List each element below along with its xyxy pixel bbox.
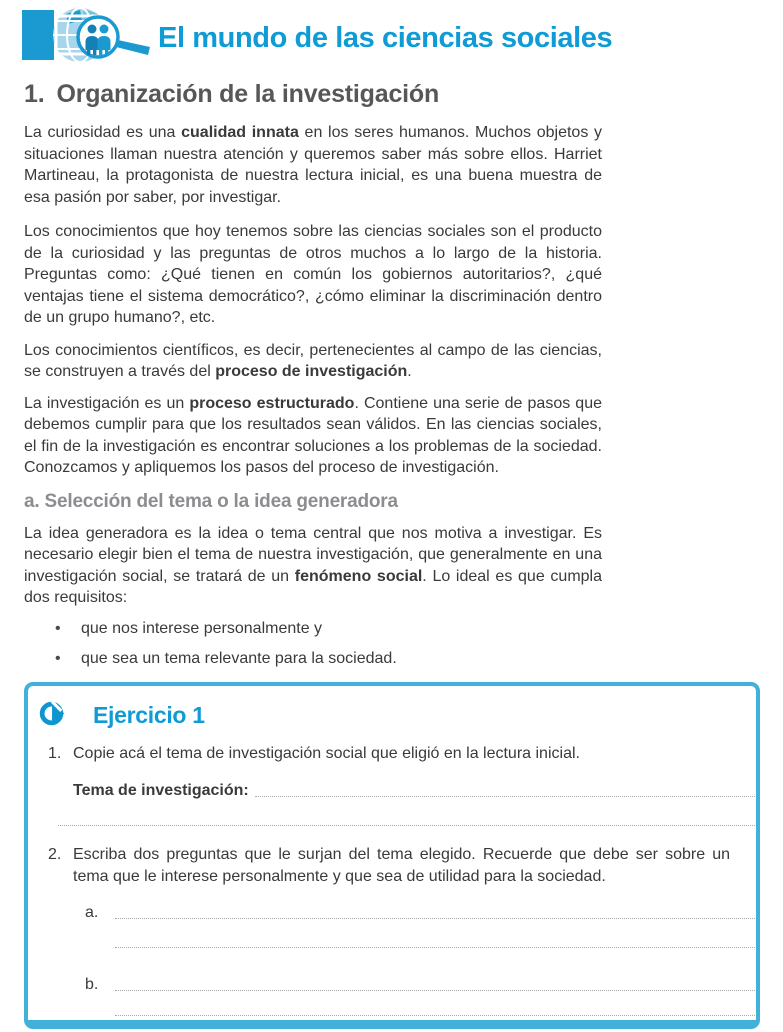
sub-item-letter: a. (85, 903, 99, 921)
list-item: • que sea un tema relevante para la sociedad. (24, 648, 602, 669)
section-number: 1. (24, 80, 45, 108)
answer-line[interactable] (115, 946, 755, 948)
paragraph-text: en los seres humanos. Muchos objetos y situaciones llaman nuestra atención y queremos saber más sobre ellos. Harriet Martineau, la protagonista de nuestra lectura inicial, es una buena muestra de esa pasión por saber, por investigar. (24, 124, 603, 206)
bold-term: proceso estructurado (189, 394, 355, 412)
answer-line[interactable] (58, 824, 755, 826)
item-text: Escriba dos preguntas que le surjan del tema elegido. Recuerde que debe ser sobre un tema que le interese personalmente y que sea de utilidad para la sociedad. (73, 845, 730, 885)
paragraph-text: La idea generadora es la idea o tema central que nos motiva a investigar. Es necesario elegir bien el tema de nuestra investigación, que generalmente en una investigación social, se tratará de un (24, 524, 602, 585)
paragraph-cientificos (24, 340, 602, 383)
answer-line[interactable] (115, 904, 755, 919)
bold-term: cualidad innata (181, 124, 299, 141)
subsection-heading: a. Selección del tema o la idea generadora (24, 490, 398, 512)
exercise-title: Ejercicio 1 (93, 702, 205, 728)
bold-term: fenómeno social (294, 567, 423, 585)
paragraph-proceso (24, 393, 602, 479)
section-title: Organización de la investigación (56, 80, 440, 108)
bold-term: proceso de investigación (215, 363, 408, 380)
exercise-header (38, 702, 756, 730)
exercise-item-1 (48, 743, 730, 765)
item-number: 2. (48, 845, 62, 863)
chapter-title: El mundo de las ciencias sociales (158, 21, 613, 54)
research-topic-label: Tema de investigación: (73, 781, 249, 799)
list-item: • que nos interese personalmente y (24, 618, 602, 639)
chapter-header (22, 8, 783, 68)
exercise-box (24, 682, 760, 1029)
main-text-column (24, 122, 602, 669)
paragraph-text: Los conocimientos científicos, es decir, pertenecientes al campo de las ciencias, se construyen a través del (24, 341, 602, 380)
exercise-item-2 (48, 844, 730, 888)
sub-item-letter: b. (85, 975, 99, 993)
answer-row-a (85, 900, 755, 922)
paragraph-idea-generadora (24, 523, 602, 609)
paragraph-text: . (407, 363, 412, 380)
paragraph-conocimientos: Los conocimientos que hoy tenemos sobre las ciencias sociales son el producto de la curiosidad y las preguntas de otros muchos a lo largo de la historia. Preguntas como: ¿Qué tienen en común los gobiernos autoritarios?, ¿qué ventajas tiene el sistema democrático?, ¿cómo eliminar la discriminación dentro de un grupo humano?, etc. (24, 223, 602, 326)
section-heading (24, 80, 783, 109)
item-text: Copie acá el tema de investigación social que eligió en la lectura inicial. (73, 744, 580, 762)
research-topic-row (73, 778, 755, 800)
circular-arrow-icon (38, 700, 65, 732)
paragraph-text: . Contiene una serie de pasos que debemos cumplir para que los resultados sean válidos. En las ciencias sociales, el fin de la investigación es encontrar soluciones a los problemas de la sociedad. Conozcamos y apliquemos los pasos del proceso de investigación. (24, 394, 602, 476)
globe-magnifier-icon (22, 6, 152, 71)
answer-row-b (85, 972, 755, 994)
item-number: 1. (48, 744, 62, 762)
answer-line[interactable] (255, 782, 755, 797)
paragraph-curiosidad (24, 122, 602, 208)
answer-line[interactable] (115, 1014, 755, 1016)
paragraph-text: La investigación es un (24, 394, 190, 412)
requirements-list (24, 618, 602, 669)
paragraph-text: La curiosidad es una (24, 124, 182, 141)
textbook-page (0, 8, 783, 1032)
paragraph-text: . Lo ideal es que cumpla dos requisitos: (24, 567, 603, 606)
answer-line[interactable] (115, 976, 755, 991)
